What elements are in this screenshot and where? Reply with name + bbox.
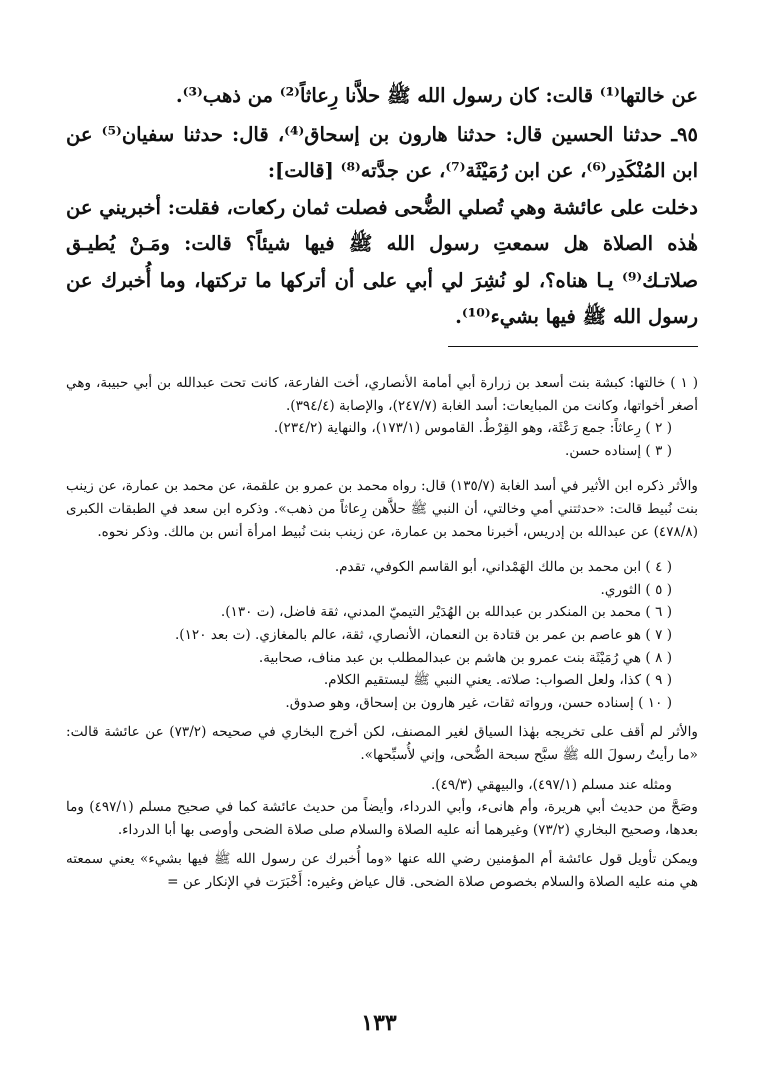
footnote-4: ( ٤ ) ابن محمد بن مالك الهَمْداني، أبو القاسم الكوفي، تقدم. [334,559,672,576]
footnote-commentary-3: ومثله عند مسلم (٤٩٧/١)، والبيهقي (٤٩/٣). [430,776,672,793]
footnote-commentary-1: والأثر ذكره ابن الأثير في أسد الغابة (١٣٥/٧) قال: رواه محمد بن عمرو بن علقمة، عن محمد بن عمارة، عن زينب بنت نُبيط قالت: «حدثتني أمي وخالتي، أن النبي ﷺ حلاَّهن رِعاثاً من ذهب». وذكره ابن سعد في الطبقات الكبرى (٤٧٨/٨) عن عبدالله بن إدريس، أخبرنا محمد بن عمارة، عن زينب بنت نُبيط امرأة أنس بن مالك. وذكر نحوه. [66,478,698,540]
footnote-separator [448,346,698,347]
footnote-commentary-4: وصَحَّ من حديث أبي هريرة، وأم هانىء، وأبي الدرداء، وأيضاً من حديث عائشة كما في صحيح مسلم (٤٩٧/١) وما بعدها، وصحيح البخاري (٧٣/٢) وغيرهما أنه عليه الصلاة والسلام صلى صلاة الضحى وأوصى بها أبا الدرداء. [66,799,698,838]
main-text [66,78,698,336]
footnote-5: ( ٥ ) الثوري. [600,581,672,598]
footnote-3: ( ٣ ) إسناده حسن. [565,442,672,459]
footnote-9: ( ٩ ) كذا، ولعل الصواب: صلاته. يعني النبي ﷺ ليستقيم الكلام. [323,672,672,689]
footnote-6: ( ٦ ) محمد بن المنكدر بن عبدالله بن الهُدَيْر التيميّ المدني، ثقة فاضل، (ت ١٣٠). [220,604,672,621]
hadith-95-isnad: ٩٥ـ حدثنا الحسين قال: حدثنا هارون بن إسحاق⁽⁴⁾، قال: حدثنا سفيان⁽⁵⁾ عن ابن المُنْكَدِر⁽⁶⁾، عن ابن رُمَيْثَة⁽⁷⁾، عن جدَّته⁽⁸⁾ [قالت]: [66,122,698,182]
footnotes [66,372,698,893]
main-line-1: عن خالتها⁽¹⁾ قالت: كان رسول الله ﷺ حلاَّنا رِعاثاً⁽²⁾ من ذهب⁽³⁾. [175,84,698,107]
footnote-commentary-2: والأثر لم أقف على تخريجه بهٰذا السياق لغير المصنف، لكن أخرج البخاري في صحيحه (٧٣/٢) عن عائشة قالت: «ما رأيتُ رسولَ الله ﷺ سبَّح سبحة الضُّحى، وإني لأُسبِّحها». [66,724,698,763]
footnote-10: ( ١٠ ) إسناده حسن، ورواته ثقات، غير هارون بن إسحاق، وهو صدوق. [285,694,672,711]
page-number: ١٣٣ [361,1010,397,1036]
footnote-2: ( ٢ ) رِعاثاً: جمع رَعْثَة، وهو القِرْطُ. القاموس (١٧٣/١)، والنهاية (٢٣٤/٢). [273,420,672,437]
footnote-1: ( ١ ) خالتها: كبشة بنت أسعد بن زرارة أبي أمامة الأنصاري، أخت الفارعة، كانت تحت عبدالله بن أبي حبيبة، وهي أصغر أخواتها، وكانت من المبايعات: أسد الغابة (٢٤٧/٧)، والإصابة (٣٩٤/٤). [66,375,699,414]
footnote-commentary-5: ويمكن تأويل قول عائشة أم المؤمنين رضي الله عنها «وما أُخبرك عن رسول الله ﷺ فيها بشيء» يعني سمعته هي منه عليه الصلاة والسلام بخصوص صلاة الضحى. قال عياض وغيره: أَخْبَرَت في الإنكار عن = [66,851,698,890]
footnote-7: ( ٧ ) هو عاصم بن عمر بن قتادة بن النعمان، الأنصاري، ثقة، عالم بالمغازي. (ت بعد ١٢٠). [174,626,672,643]
footnote-8: ( ٨ ) هي رُمَيْثَة بنت عمرو بن هاشم بن عبدالمطلب بن عبد مناف، صحابية. [258,649,672,666]
hadith-95-text: دخلت على عائشة وهي تُصلي الضُّحى فصلت ثمان ركعات، فقلت: أخبريني عن هٰذه الصلاة هل سمعتِ رسول الله ﷺ فيها شيئاً؟ قالت: ومَـنْ يُطيـق صلاتـك⁽⁹⁾ يـا هناه؟، لو نُشِرَ لي أبي على أن أتركها ما تركتها، وما أُخبرك عن رسول الله ﷺ فيها بشيء⁽¹⁰⁾. [66,195,698,328]
